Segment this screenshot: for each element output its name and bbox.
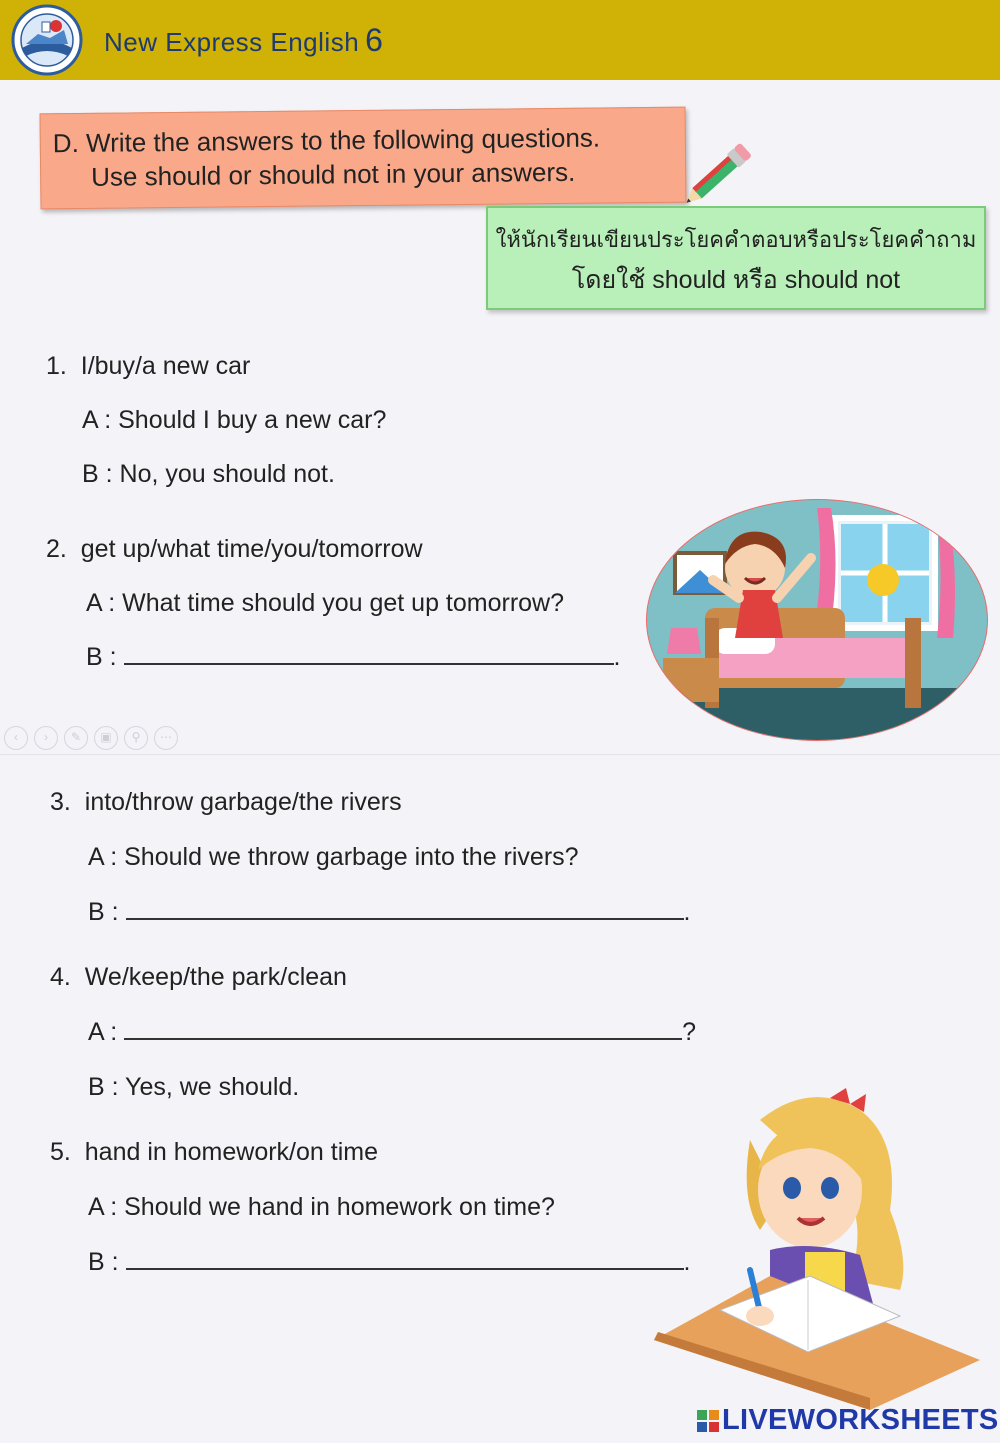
thai-instruction-line-1: ให้นักเรียนเขียนประโยคคำตอบหรือประโยคคำถาม (495, 227, 977, 252)
question-1-answer-b: B : No, you should not. (82, 460, 335, 488)
question-3-answer-a: A : Should we throw garbage into the rivers? (88, 843, 579, 871)
book-title-text: New Express English (104, 27, 360, 57)
question-1-number: 1. (46, 352, 67, 380)
question-3-number: 3. (50, 788, 71, 816)
question-4-answer-b: B : Yes, we should. (88, 1073, 300, 1101)
question-3-prompt-text: into/throw garbage/the rivers (84, 788, 402, 816)
brand-name: LIVEWORKSHEETS (722, 1404, 999, 1436)
question-3-answer-blank[interactable] (126, 898, 684, 920)
screen-icon[interactable]: ▣ (94, 726, 118, 750)
question-4-a-end: ? (682, 1018, 697, 1046)
bedroom-girl-illustration (645, 498, 989, 742)
girl-writing-illustration (650, 1080, 990, 1410)
question-5-answer-blank[interactable] (126, 1248, 684, 1270)
school-logo-icon (8, 4, 86, 76)
question-3-answer-b-row (88, 898, 690, 927)
question-5-answer-b-row (88, 1248, 690, 1277)
question-2-number: 2. (46, 535, 67, 563)
question-2-answer-a: A : What time should you get up tomorrow? (86, 589, 565, 617)
next-icon[interactable]: › (34, 726, 58, 750)
question-2-b-end: . (613, 643, 621, 671)
question-2-b-label: B : (86, 643, 117, 671)
question-3-prompt (50, 788, 402, 817)
instruction-line-2: Use should or should not in your answers. (91, 156, 576, 192)
question-1-prompt (46, 352, 250, 381)
question-5-prompt (50, 1138, 378, 1167)
thai-instruction-line-2: โดยใช้ should หรือ should not (571, 266, 901, 294)
liveworksheets-brand (697, 1404, 999, 1440)
question-2-prompt (46, 535, 423, 564)
question-3-b-end: . (683, 898, 691, 926)
book-title (104, 22, 383, 59)
question-3-b-label: B : (88, 898, 119, 926)
instruction-line-1: D. Write the answers to the following questions. (52, 122, 601, 159)
more-icon[interactable]: ⋯ (154, 726, 178, 750)
question-2-answer-blank[interactable] (124, 643, 614, 665)
question-2-answer-b-row (86, 643, 620, 672)
instruction-banner-english (40, 107, 687, 210)
question-5-answer-a: A : Should we hand in homework on time? (88, 1193, 555, 1221)
question-4-prompt-text: We/keep/the park/clean (84, 963, 347, 991)
question-1-answer-a: A : Should I buy a new car? (82, 406, 387, 434)
instruction-box-thai (486, 206, 986, 310)
question-4-answer-blank[interactable] (124, 1018, 682, 1040)
pencil-icon (680, 136, 760, 212)
viewer-controls (4, 726, 184, 752)
book-level: 6 (365, 22, 384, 58)
question-5-number: 5. (50, 1138, 71, 1166)
question-1-prompt-text: I/buy/a new car (80, 352, 251, 380)
question-2-prompt-text: get up/what time/you/tomorrow (80, 535, 423, 563)
question-4-answer-a-row (88, 1018, 696, 1047)
header-bar (0, 0, 1000, 80)
pen-icon[interactable]: ✎ (64, 726, 88, 750)
question-4-a-label: A : (88, 1018, 118, 1046)
zoom-icon[interactable]: ⚲ (124, 726, 148, 750)
question-5-prompt-text: hand in homework/on time (84, 1138, 378, 1166)
question-4-number: 4. (50, 963, 71, 991)
question-5-b-label: B : (88, 1248, 119, 1276)
question-4-prompt (50, 963, 347, 992)
question-5-b-end: . (683, 1248, 691, 1276)
prev-icon[interactable]: ‹ (4, 726, 28, 750)
page-divider (0, 754, 1000, 755)
liveworksheets-logo-icon (697, 1410, 719, 1432)
